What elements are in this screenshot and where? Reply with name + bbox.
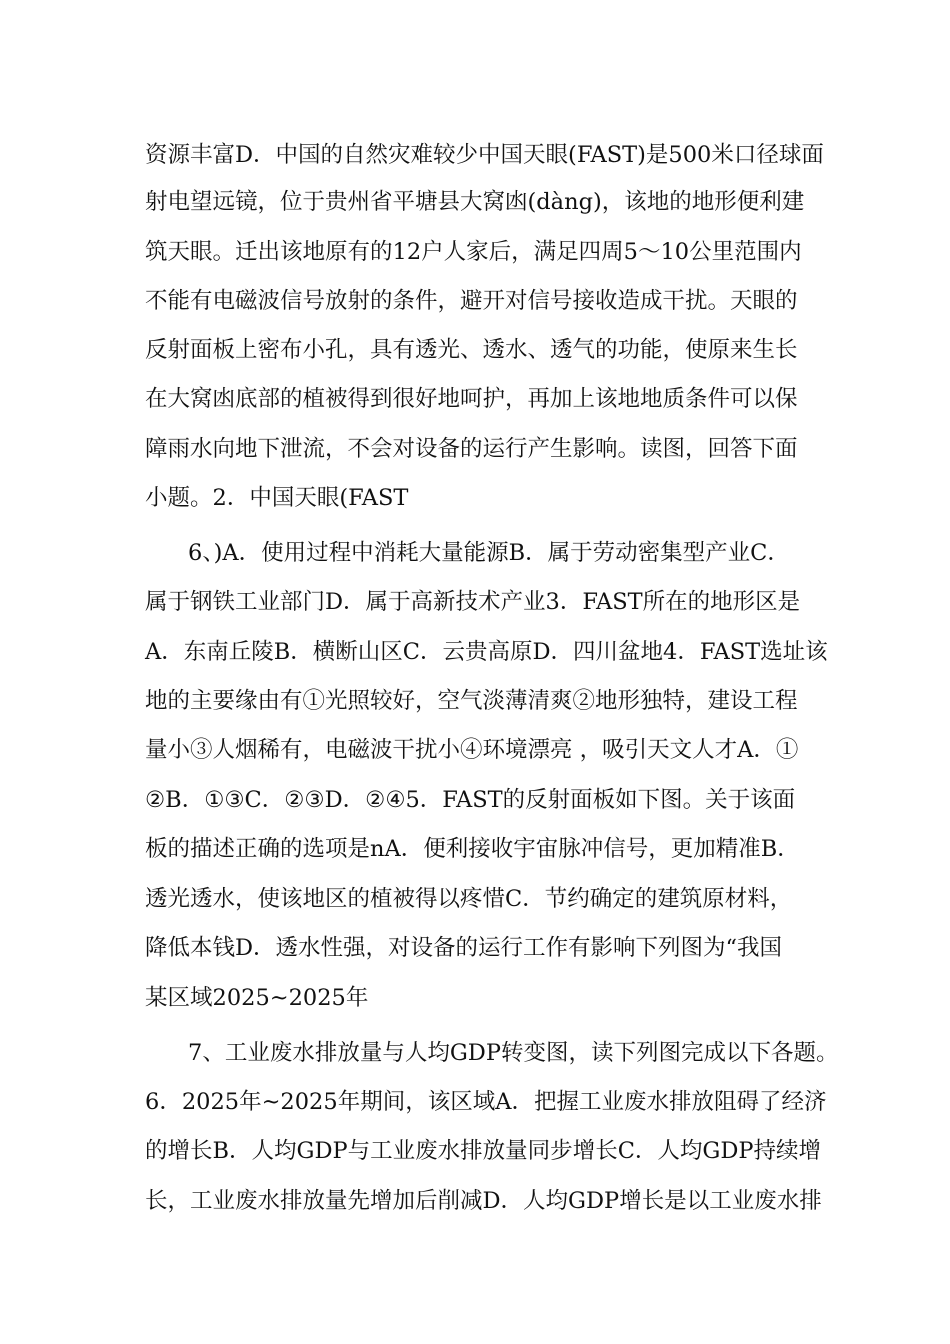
text-line-18: 某区域2025~2025年	[145, 985, 369, 1011]
text-line-13: 量小③人烟稀有，电磁波干扰小④环境漂亮 ，吸引天文人才A．①	[145, 737, 799, 763]
text-line-22: 长，工业废水排放量先增加后削减D．人均GDP增长是以工业废水排	[145, 1188, 822, 1214]
text-line-9: 6、)A．使用过程中消耗大量能源B．属于劳动密集型产业C．	[188, 540, 790, 566]
text-line-2: 射电望远镜，位于贵州省平塘县大窝凼(dàng)，该地的地形便利建	[145, 189, 805, 215]
text-line-21: 的增长B．人均GDP与工业废水排放量同步增长C．人均GDP持续增	[145, 1138, 822, 1164]
text-line-7: 障雨水向地下泄流，不会对设备的运行产生影响。读图，回答下面	[145, 436, 798, 462]
text-line-1: 资源丰富D．中国的自然灾难较少中国天眼(FAST)是500米口径球面	[145, 142, 824, 168]
text-line-6: 在大窝凼底部的植被得到很好地呵护，再加上该地地质条件可以保	[145, 386, 798, 412]
text-line-19: 7、工业废水排放量与人均GDP转变图，读下列图完成以下各题。	[188, 1040, 839, 1066]
text-line-3: 筑天眼。迁出该地原有的12户人家后，满足四周5～10公里范围内	[145, 239, 802, 265]
text-line-16: 透光透水，使该地区的植被得以疼惜C．节约确定的建筑原材料，	[145, 886, 793, 912]
text-line-17: 降低本钱D．透水性强，对设备的运行工作有影响下列图为“我国	[145, 935, 783, 961]
text-line-20: 6．2025年~2025年期间，该区域A．把握工业废水排放阻碍了经济	[145, 1089, 827, 1115]
text-line-12: 地的主要缘由有①光照较好，空气淡薄清爽②地形独特，建设工程	[145, 688, 798, 714]
text-line-5: 反射面板上密布小孔，具有透光、透水、透气的功能，使原来生长	[145, 337, 798, 363]
text-line-10: 属于钢铁工业部门D．属于高新技术产业3．FAST所在的地形区是	[145, 589, 801, 615]
text-line-4: 不能有电磁波信号放射的条件，避开对信号接收造成干扰。天眼的	[145, 288, 798, 314]
text-line-15: 板的描述正确的选项是nA．便利接收宇宙脉冲信号，更加精准B．	[145, 836, 800, 862]
text-line-8: 小题。2．中国天眼(FAST	[145, 485, 409, 511]
text-line-14: ②B．①③C．②③D．②④5．FAST的反射面板如下图。关于该面	[145, 787, 796, 813]
text-line-11: A．东南丘陵B．横断山区C．云贵高原D．四川盆地4．FAST选址该	[145, 639, 828, 665]
